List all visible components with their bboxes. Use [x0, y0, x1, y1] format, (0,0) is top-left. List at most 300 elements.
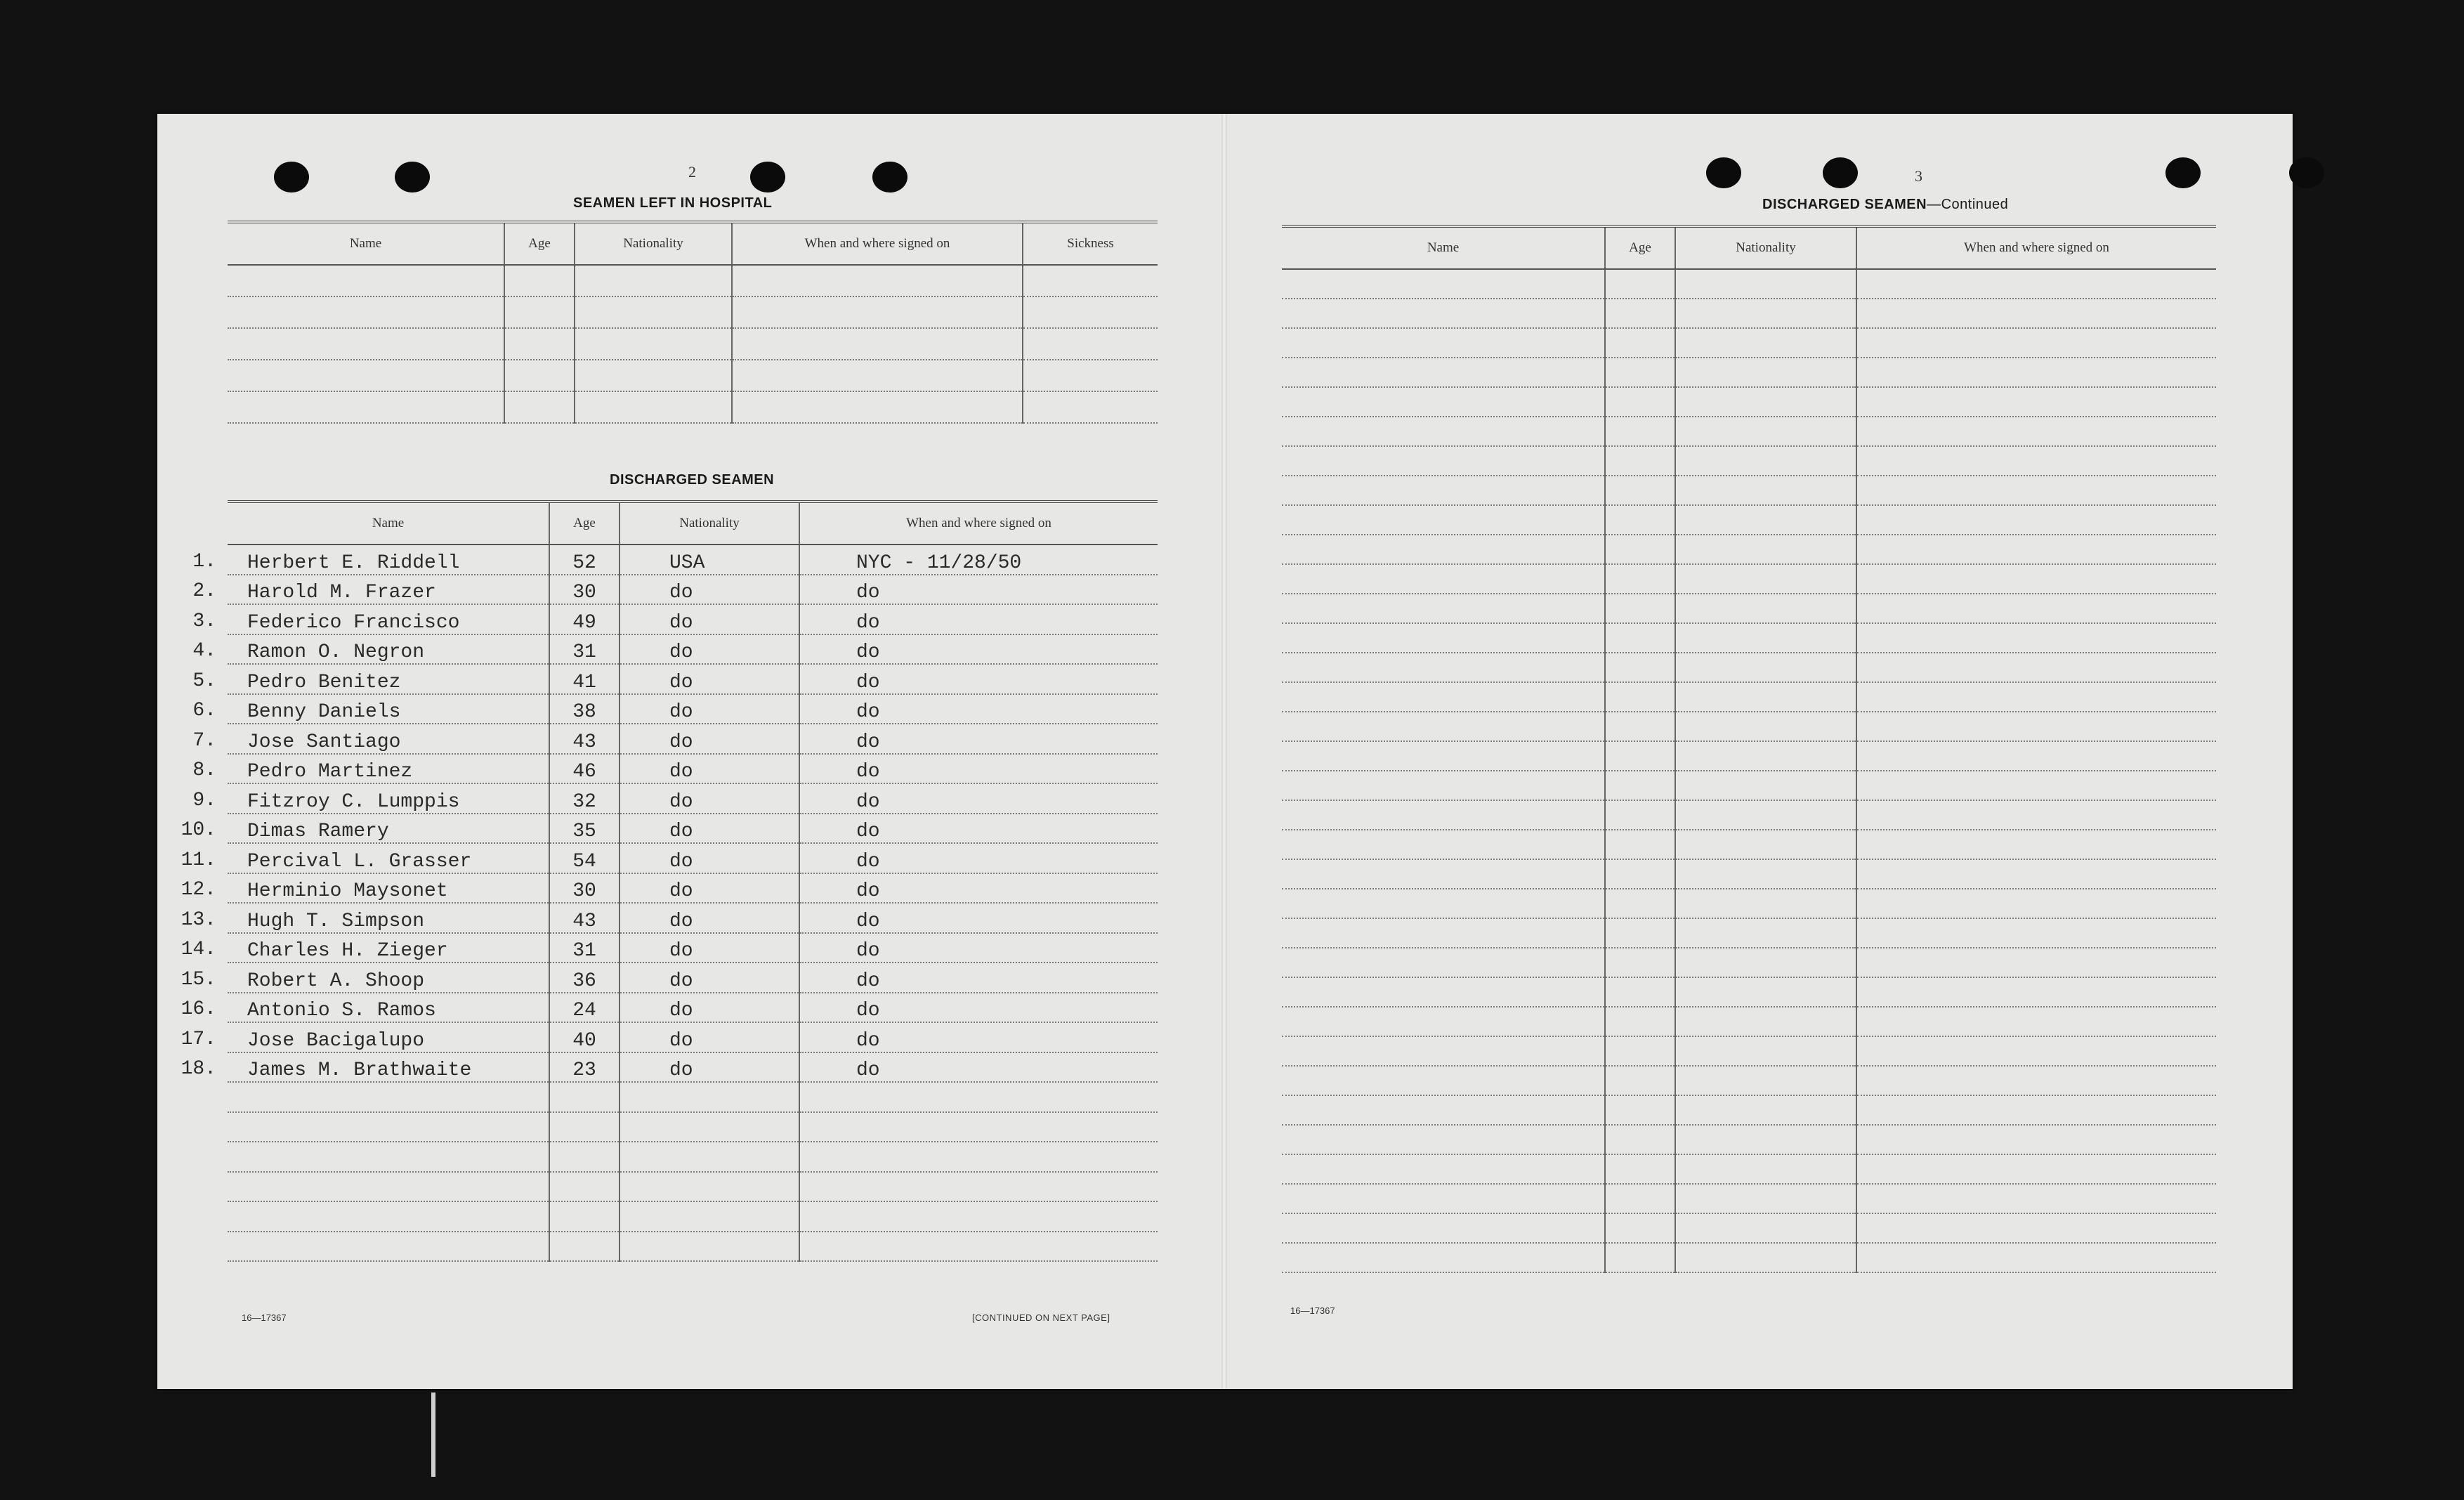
seaman-nationality: do	[620, 814, 799, 844]
seaman-signed-on: do	[799, 724, 1158, 754]
blank-cell	[504, 265, 575, 296]
continued-blank-row	[1282, 1095, 2216, 1125]
blank-cell	[1675, 712, 1856, 741]
blank-cell	[1605, 771, 1675, 800]
blank-cell	[1282, 1125, 1605, 1154]
blank-cell	[1675, 1125, 1856, 1154]
blank-cell	[732, 360, 1023, 391]
seaman-nationality: do	[620, 724, 799, 754]
row-number: 15.	[181, 968, 216, 991]
seaman-name: Percival L. Grasser	[247, 850, 472, 873]
discharged-blank-row	[228, 1112, 1158, 1142]
seaman-nationality: do	[620, 873, 799, 904]
seaman-signed-on: do	[799, 1022, 1158, 1052]
blank-cell	[228, 265, 504, 296]
blank-cell	[1856, 800, 2216, 830]
seaman-age: 38	[549, 694, 620, 724]
discharged-section-title: DISCHARGED SEAMEN	[610, 472, 775, 488]
continued-blank-row	[1282, 948, 2216, 977]
continued-blank-row	[1282, 505, 2216, 535]
col-header-name: Name	[228, 222, 504, 265]
row-number: 2.	[192, 580, 216, 602]
punch-hole-left-2	[395, 162, 430, 193]
seaman-signed-on: do	[799, 754, 1158, 784]
blank-cell	[1856, 1125, 2216, 1154]
blank-cell	[1282, 623, 1605, 653]
blank-cell	[1282, 682, 1605, 712]
seaman-name: Jose Santiago	[247, 731, 401, 753]
seaman-signed-on: do	[799, 783, 1158, 814]
blank-cell	[1675, 623, 1856, 653]
blank-cell	[1282, 505, 1605, 535]
seaman-name: Federico Francisco	[247, 611, 460, 634]
blank-cell	[1605, 328, 1675, 358]
blank-cell	[228, 1112, 549, 1142]
seaman-name: Charles H. Zieger	[247, 940, 448, 962]
seaman-name: Dimas Ramery	[247, 821, 389, 842]
blank-cell	[1282, 358, 1605, 387]
blank-cell	[1856, 918, 2216, 948]
blank-cell	[504, 360, 575, 391]
seaman-nationality: do	[620, 754, 799, 784]
col-header-signed-on: When and where signed on	[799, 502, 1158, 544]
seaman-name-cell	[192, 604, 549, 634]
seaman-name: Benny Daniels	[247, 701, 401, 723]
blank-cell	[799, 1082, 1158, 1112]
continued-blank-row	[1282, 1007, 2216, 1036]
row-number: 9.	[192, 789, 216, 811]
blank-cell	[620, 1142, 799, 1172]
form-code: 16—17367	[1290, 1305, 1335, 1316]
blank-cell	[1856, 1036, 2216, 1066]
row-number: 7.	[192, 729, 216, 752]
hospital-blank-row	[228, 328, 1158, 360]
blank-cell	[1282, 1036, 1605, 1066]
seaman-row	[228, 1022, 1158, 1052]
blank-cell	[1282, 476, 1605, 505]
blank-cell	[1605, 1154, 1675, 1184]
blank-cell	[1282, 535, 1605, 564]
scan-edge-mark	[431, 1393, 435, 1477]
row-number: 6.	[192, 700, 216, 722]
row-number: 13.	[181, 908, 216, 931]
blank-cell	[1675, 476, 1856, 505]
seaman-signed-on: do	[799, 694, 1158, 724]
punch-hole-left-4	[872, 162, 907, 193]
seaman-signed-on: do	[799, 963, 1158, 993]
seaman-age: 52	[549, 544, 620, 575]
page-number: 2	[688, 163, 696, 181]
blank-cell	[1282, 712, 1605, 741]
blank-cell	[1282, 741, 1605, 771]
discharged-blank-row	[228, 1172, 1158, 1202]
blank-cell	[549, 1112, 620, 1142]
blank-cell	[799, 1201, 1158, 1232]
blank-cell	[1856, 948, 2216, 977]
blank-cell	[1282, 446, 1605, 476]
continued-blank-row	[1282, 299, 2216, 328]
blank-cell	[1856, 269, 2216, 299]
blank-cell	[799, 1142, 1158, 1172]
seaman-nationality: do	[620, 664, 799, 694]
blank-cell	[1856, 830, 2216, 859]
blank-cell	[1023, 265, 1158, 296]
row-number: 10.	[181, 819, 216, 841]
blank-cell	[1282, 299, 1605, 328]
col-header-name: Name	[228, 502, 549, 544]
continued-blank-row	[1282, 535, 2216, 564]
continued-blank-row	[1282, 859, 2216, 889]
blank-cell	[1023, 296, 1158, 328]
blank-cell	[504, 391, 575, 423]
continued-blank-row	[1282, 830, 2216, 859]
blank-cell	[1605, 623, 1675, 653]
discharged-continued-title	[1762, 197, 2008, 213]
blank-cell	[1282, 564, 1605, 594]
seaman-nationality: do	[620, 903, 799, 933]
blank-cell	[1675, 1095, 1856, 1125]
blank-cell	[1675, 948, 1856, 977]
blank-cell	[1605, 476, 1675, 505]
discharged-blank-row	[228, 1201, 1158, 1232]
seaman-age: 31	[549, 933, 620, 963]
continued-blank-row	[1282, 800, 2216, 830]
blank-cell	[228, 360, 504, 391]
col-header-signed-on: When and where signed on	[732, 222, 1023, 265]
blank-cell	[1605, 1213, 1675, 1243]
seaman-signed-on: do	[799, 604, 1158, 634]
seaman-row	[228, 903, 1158, 933]
blank-cell	[1675, 269, 1856, 299]
row-number: 17.	[181, 1028, 216, 1050]
blank-cell	[1856, 712, 2216, 741]
blank-cell	[799, 1172, 1158, 1202]
seaman-row	[228, 604, 1158, 634]
seaman-nationality: do	[620, 963, 799, 993]
continued-blank-row	[1282, 328, 2216, 358]
hospital-blank-row	[228, 296, 1158, 328]
blank-cell	[228, 296, 504, 328]
blank-cell	[1675, 653, 1856, 682]
continued-blank-row	[1282, 358, 2216, 387]
seaman-row	[228, 694, 1158, 724]
seaman-name: Robert A. Shoop	[247, 970, 425, 992]
blank-cell	[1675, 417, 1856, 446]
blank-cell	[1023, 391, 1158, 423]
blank-cell	[1282, 1184, 1605, 1213]
blank-cell	[575, 265, 732, 296]
seaman-name-cell	[181, 903, 549, 933]
col-header-sickness: Sickness	[1023, 222, 1158, 265]
seaman-signed-on: do	[799, 1052, 1158, 1083]
blank-cell	[1605, 977, 1675, 1007]
seaman-name: Jose Bacigalupo	[247, 1029, 425, 1052]
blank-cell	[1605, 712, 1675, 741]
discharged-continued-title-main: DISCHARGED SEAMEN	[1762, 197, 1927, 212]
seaman-age: 49	[549, 604, 620, 634]
seaman-name-cell	[192, 544, 549, 575]
seaman-name-cell	[192, 754, 549, 784]
blank-cell	[732, 328, 1023, 360]
seaman-age: 24	[549, 993, 620, 1023]
seaman-name-cell	[181, 933, 549, 963]
col-header-age: Age	[504, 222, 575, 265]
col-header-nationality: Nationality	[575, 222, 732, 265]
blank-cell	[1675, 771, 1856, 800]
blank-cell	[732, 296, 1023, 328]
blank-cell	[1605, 1007, 1675, 1036]
punch-hole-left-3	[750, 162, 785, 193]
blank-cell	[1856, 1154, 2216, 1184]
continued-blank-row	[1282, 269, 2216, 299]
seaman-row	[228, 933, 1158, 963]
blank-cell	[1856, 1243, 2216, 1272]
seaman-nationality: do	[620, 634, 799, 665]
blank-cell	[228, 1201, 549, 1232]
blank-cell	[620, 1082, 799, 1112]
continued-table-header	[1282, 226, 2216, 269]
seaman-age: 41	[549, 664, 620, 694]
blank-cell	[1856, 299, 2216, 328]
row-number: 12.	[181, 879, 216, 901]
blank-cell	[1282, 1007, 1605, 1036]
blank-cell	[1282, 1243, 1605, 1272]
row-number: 4.	[192, 640, 216, 662]
row-number: 1.	[192, 550, 216, 573]
continued-blank-row	[1282, 771, 2216, 800]
seaman-row	[228, 993, 1158, 1023]
continued-note: [CONTINUED ON NEXT PAGE]	[972, 1312, 1110, 1323]
hospital-table	[228, 221, 1158, 424]
blank-cell	[575, 296, 732, 328]
blank-cell	[620, 1172, 799, 1202]
blank-cell	[1675, 1243, 1856, 1272]
seaman-name: Fitzroy C. Lumppis	[247, 790, 460, 813]
blank-cell	[1675, 535, 1856, 564]
seaman-nationality: do	[620, 843, 799, 873]
blank-cell	[1023, 360, 1158, 391]
blank-cell	[1675, 830, 1856, 859]
blank-cell	[1675, 328, 1856, 358]
seaman-nationality: do	[620, 933, 799, 963]
blank-cell	[1282, 859, 1605, 889]
seaman-name: Antonio S. Ramos	[247, 1000, 436, 1022]
blank-cell	[1605, 564, 1675, 594]
blank-cell	[1856, 564, 2216, 594]
seaman-signed-on: do	[799, 664, 1158, 694]
seaman-name-cell	[192, 724, 549, 754]
blank-cell	[1675, 1184, 1856, 1213]
seaman-row	[228, 843, 1158, 873]
blank-cell	[1675, 387, 1856, 417]
discharged-blank-row	[228, 1082, 1158, 1112]
blank-cell	[732, 265, 1023, 296]
blank-cell	[1675, 1213, 1856, 1243]
blank-cell	[228, 391, 504, 423]
continued-blank-row	[1282, 889, 2216, 918]
blank-cell	[1023, 328, 1158, 360]
seaman-name-cell	[181, 814, 549, 844]
seaman-nationality: USA	[620, 544, 799, 575]
blank-cell	[1605, 1243, 1675, 1272]
blank-cell	[1675, 358, 1856, 387]
blank-cell	[1605, 830, 1675, 859]
seaman-nationality: do	[620, 604, 799, 634]
blank-cell	[1675, 505, 1856, 535]
seaman-name: Pedro Martinez	[247, 761, 413, 783]
seaman-nationality: do	[620, 694, 799, 724]
discharged-table-header	[228, 502, 1158, 544]
blank-cell	[1856, 889, 2216, 918]
row-number: 11.	[181, 849, 216, 871]
seaman-name-cell	[181, 1052, 549, 1083]
blank-cell	[1856, 1007, 2216, 1036]
seaman-age: 46	[549, 754, 620, 784]
blank-cell	[1675, 1066, 1856, 1095]
blank-cell	[1856, 476, 2216, 505]
seaman-name-cell	[192, 694, 549, 724]
blank-cell	[1605, 918, 1675, 948]
blank-cell	[1605, 446, 1675, 476]
blank-cell	[1856, 417, 2216, 446]
blank-cell	[1605, 269, 1675, 299]
page-fold	[1221, 114, 1227, 1389]
blank-cell	[1856, 505, 2216, 535]
continued-blank-row	[1282, 1184, 2216, 1213]
seaman-signed-on: do	[799, 814, 1158, 844]
blank-cell	[1282, 800, 1605, 830]
continued-blank-row	[1282, 623, 2216, 653]
blank-cell	[1675, 977, 1856, 1007]
blank-cell	[1282, 977, 1605, 1007]
blank-cell	[504, 296, 575, 328]
seaman-name-cell	[192, 783, 549, 814]
continued-blank-row	[1282, 564, 2216, 594]
seaman-age: 23	[549, 1052, 620, 1083]
blank-cell	[1856, 594, 2216, 623]
blank-cell	[1675, 299, 1856, 328]
blank-cell	[1856, 741, 2216, 771]
seaman-age: 32	[549, 783, 620, 814]
blank-cell	[1675, 800, 1856, 830]
blank-cell	[1605, 653, 1675, 682]
continued-blank-row	[1282, 417, 2216, 446]
blank-cell	[1605, 1066, 1675, 1095]
blank-cell	[1282, 1213, 1605, 1243]
seaman-signed-on: do	[799, 903, 1158, 933]
blank-cell	[228, 1082, 549, 1112]
blank-cell	[1856, 535, 2216, 564]
seaman-name: Herbert E. Riddell	[247, 552, 460, 574]
hospital-table-header	[228, 222, 1158, 265]
continued-blank-row	[1282, 682, 2216, 712]
seaman-age: 30	[549, 873, 620, 904]
blank-cell	[549, 1232, 620, 1262]
discharged-blank-row	[228, 1232, 1158, 1262]
blank-cell	[549, 1201, 620, 1232]
blank-cell	[1282, 387, 1605, 417]
blank-cell	[1856, 446, 2216, 476]
blank-cell	[1282, 269, 1605, 299]
blank-cell	[1605, 682, 1675, 712]
seaman-row	[228, 783, 1158, 814]
blank-cell	[1856, 1066, 2216, 1095]
blank-cell	[1675, 1007, 1856, 1036]
blank-cell	[1605, 741, 1675, 771]
seaman-nationality: do	[620, 783, 799, 814]
punch-hole-right-4	[2289, 157, 2324, 188]
blank-cell	[1675, 594, 1856, 623]
blank-cell	[1675, 564, 1856, 594]
seaman-row	[228, 963, 1158, 993]
seaman-row	[228, 544, 1158, 575]
blank-cell	[1856, 859, 2216, 889]
seaman-signed-on: do	[799, 993, 1158, 1023]
col-header-nationality: Nationality	[620, 502, 799, 544]
blank-cell	[228, 1142, 549, 1172]
blank-cell	[1675, 889, 1856, 918]
hospital-blank-row	[228, 391, 1158, 423]
seaman-age: 30	[549, 575, 620, 605]
seaman-name-cell	[181, 873, 549, 904]
seaman-name: Harold M. Frazer	[247, 582, 436, 604]
blank-cell	[1605, 299, 1675, 328]
continued-blank-row	[1282, 977, 2216, 1007]
blank-cell	[1605, 889, 1675, 918]
blank-cell	[1856, 1184, 2216, 1213]
blank-cell	[1605, 358, 1675, 387]
seaman-name-cell	[192, 575, 549, 605]
seaman-age: 43	[549, 903, 620, 933]
blank-cell	[549, 1082, 620, 1112]
continued-blank-row	[1282, 594, 2216, 623]
blank-cell	[1282, 653, 1605, 682]
col-header-age: Age	[549, 502, 620, 544]
blank-cell	[1282, 1066, 1605, 1095]
col-header-age: Age	[1605, 226, 1675, 269]
blank-cell	[1605, 535, 1675, 564]
punch-hole-right-1	[1706, 157, 1741, 188]
blank-cell	[1605, 800, 1675, 830]
continued-blank-row	[1282, 1154, 2216, 1184]
col-header-nationality: Nationality	[1675, 226, 1856, 269]
left-page	[157, 114, 1221, 1389]
blank-cell	[1856, 977, 2216, 1007]
punch-hole-right-2	[1823, 157, 1858, 188]
blank-cell	[1605, 505, 1675, 535]
continued-blank-row	[1282, 1066, 2216, 1095]
blank-cell	[1605, 1125, 1675, 1154]
blank-cell	[620, 1232, 799, 1262]
hospital-blank-row	[228, 265, 1158, 296]
col-header-signed-on: When and where signed on	[1856, 226, 2216, 269]
continued-blank-row	[1282, 1036, 2216, 1066]
seaman-row	[228, 724, 1158, 754]
seaman-age: 40	[549, 1022, 620, 1052]
seaman-name: Hugh T. Simpson	[247, 910, 425, 932]
seaman-row	[228, 634, 1158, 665]
continued-blank-row	[1282, 387, 2216, 417]
blank-cell	[620, 1201, 799, 1232]
blank-cell	[799, 1112, 1158, 1142]
seaman-signed-on: NYC - 11/28/50	[799, 544, 1158, 575]
continued-blank-row	[1282, 741, 2216, 771]
blank-cell	[1856, 771, 2216, 800]
seaman-row	[228, 1052, 1158, 1083]
hospital-section-title: SEAMEN LEFT IN HOSPITAL	[573, 195, 773, 211]
blank-cell	[1856, 653, 2216, 682]
blank-cell	[1856, 1213, 2216, 1243]
